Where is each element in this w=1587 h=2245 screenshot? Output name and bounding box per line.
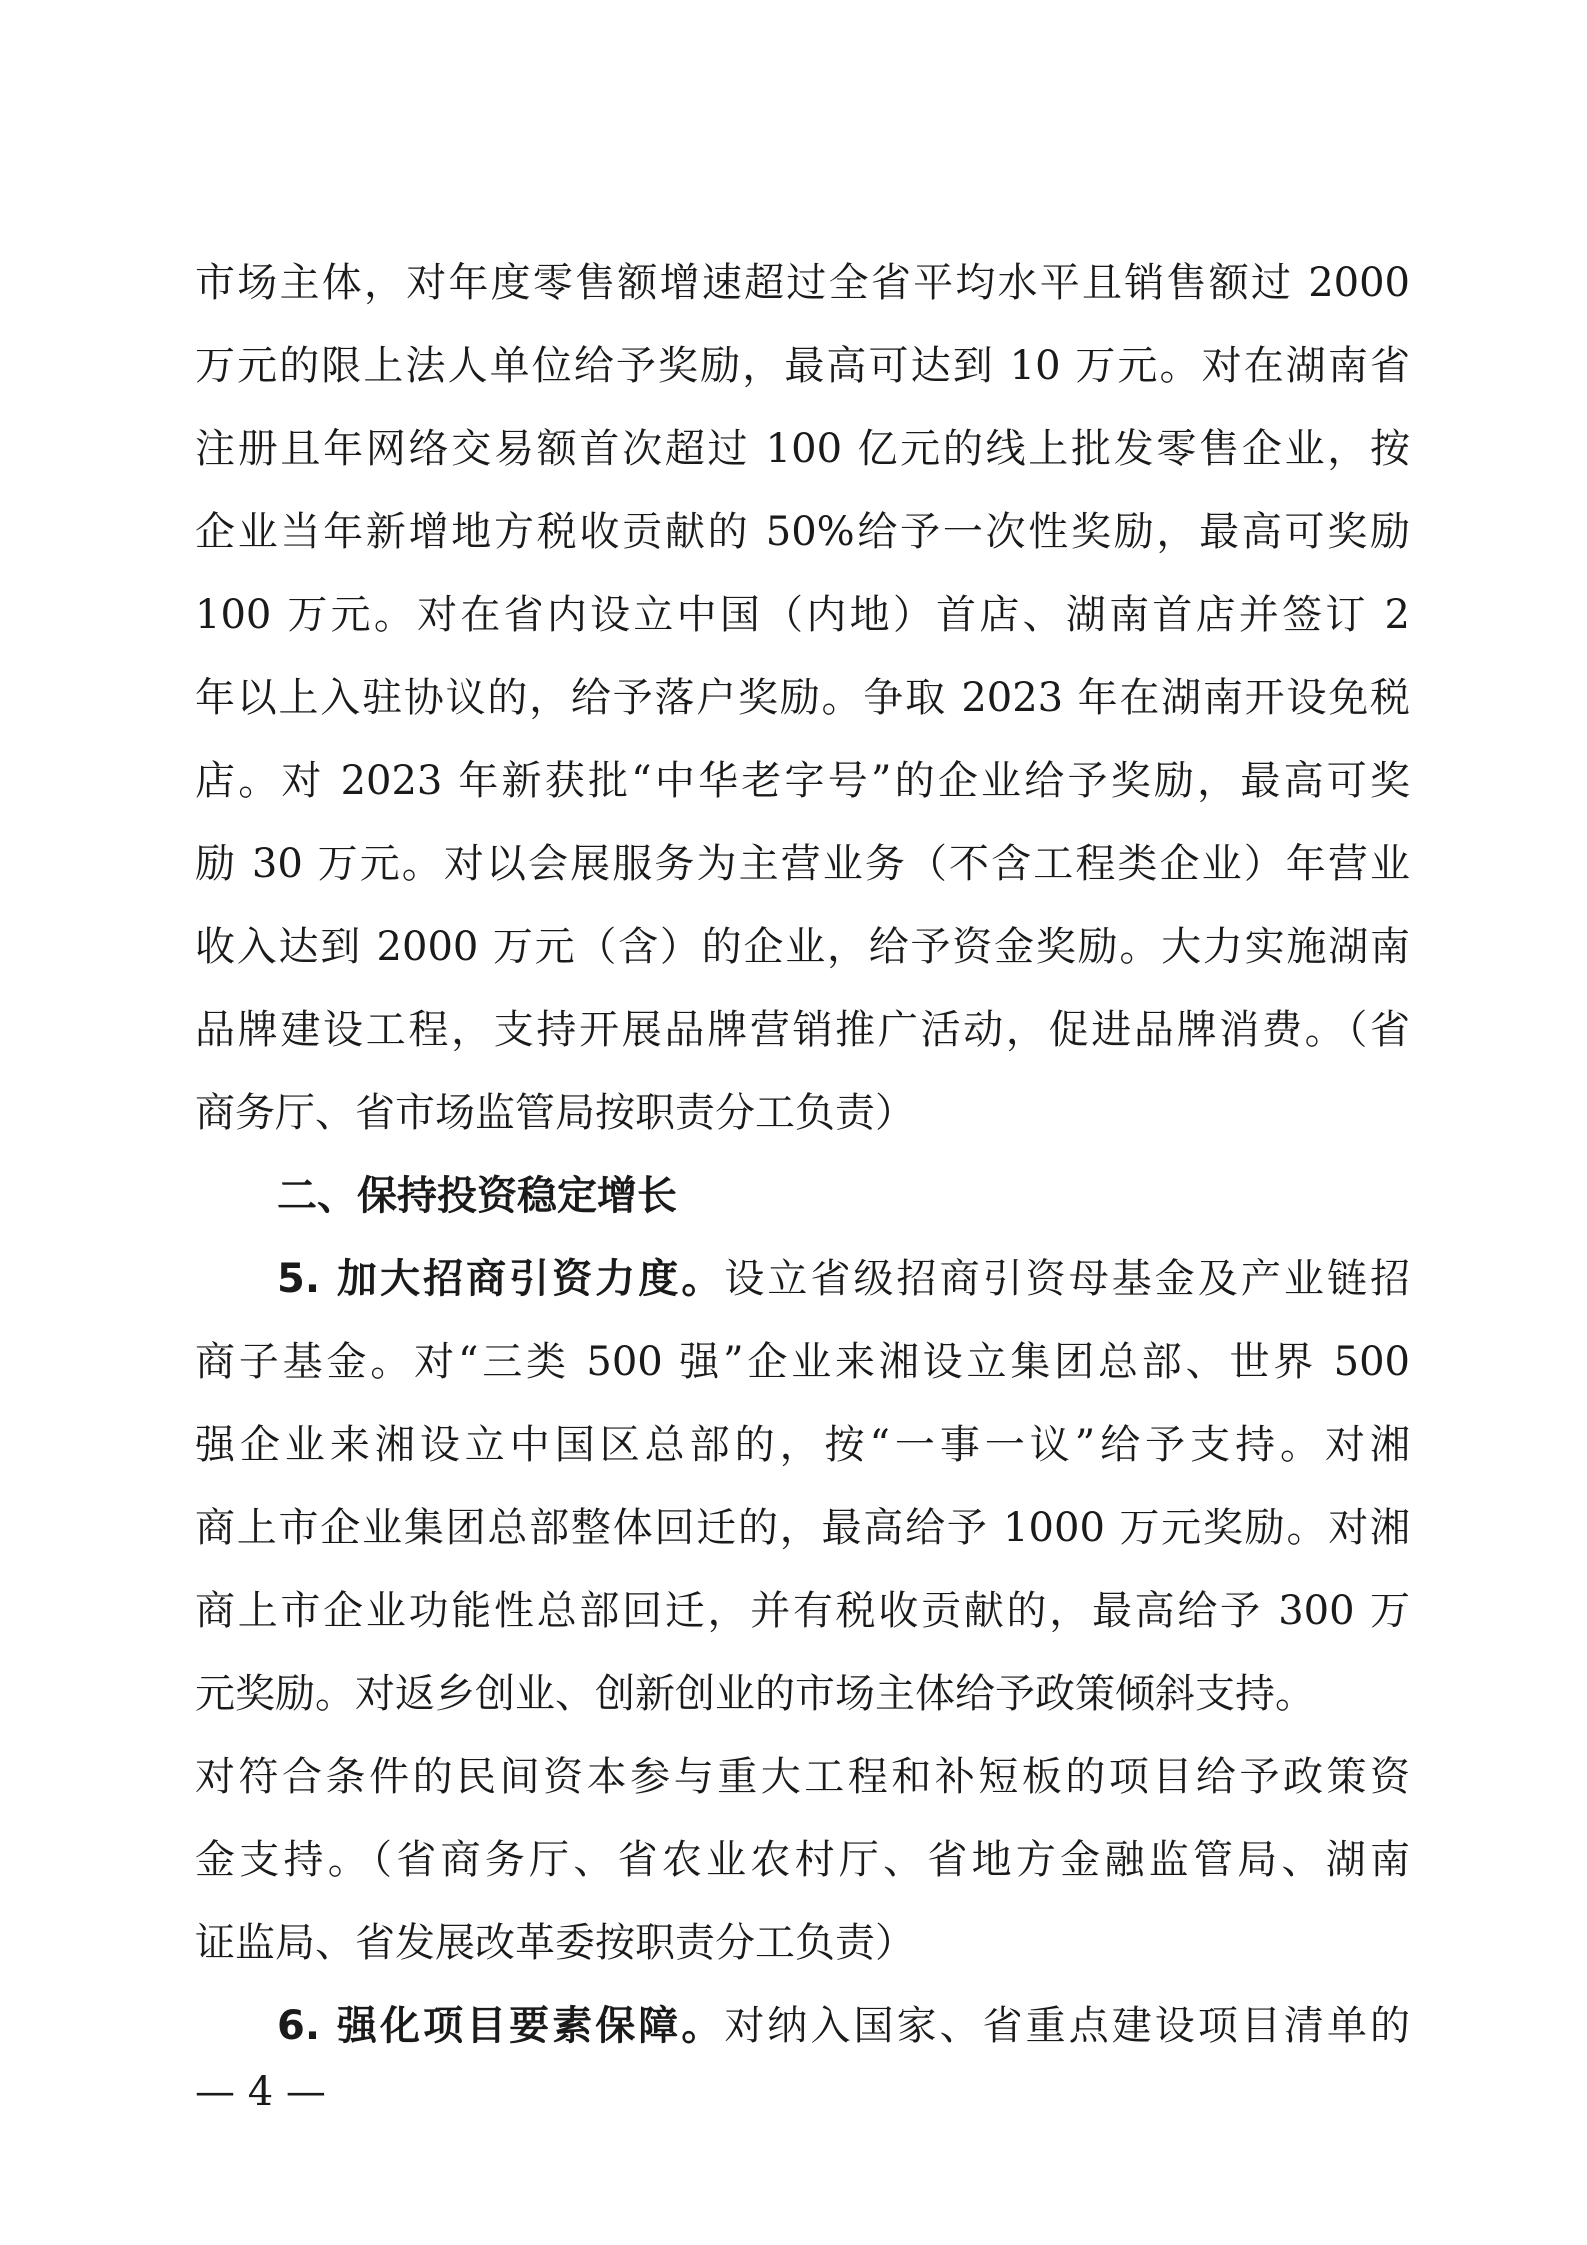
document-body: [195, 242, 1410, 2068]
paragraph-line: 100 万元。对在省内设立中国（内地）首店、湖南首店并签订 2: [195, 592, 1410, 638]
paragraph-line: 市场主体，对年度零售额增速超过全省平均水平且销售额过 2000: [195, 260, 1410, 306]
paragraph-line: 强企业来湘设立中国区总部的，按“一事一议”给予支持。对湘: [195, 1422, 1410, 1468]
paragraph-line: 证监局、省发展改革委按职责分工负责）: [195, 1920, 915, 1966]
paragraph-line: 年以上入驻协议的，给予落户奖励。争取 2023 年在湖南开设免税: [195, 675, 1410, 721]
paragraph-line: 元奖励。对返乡创业、创新创业的市场主体给予政策倾斜支持。: [195, 1671, 1315, 1717]
item-6-first-line: [195, 1985, 1410, 2068]
item-5-first-line: [195, 1238, 1410, 1321]
item-6-first-line-text: 对纳入国家、省重点建设项目清单的: [724, 2003, 1411, 2049]
paragraph-line: 企业当年新增地方税收贡献的 50%给予一次性奖励，最高可奖励: [195, 509, 1410, 555]
paragraph-line: 商务厅、省市场监管局按职责分工负责）: [195, 1090, 915, 1136]
paragraph-line: 万元的限上法人单位给予奖励，最高可达到 10 万元。对在湖南省: [195, 343, 1410, 389]
paragraph-line: 品牌建设工程，支持开展品牌营销推广活动，促进品牌消费。（省: [195, 1007, 1410, 1053]
item-5-title: 5. 加大招商引资力度。: [277, 1256, 725, 1302]
paragraph-line: 注册且年网络交易额首次超过 100 亿元的线上批发零售企业，按: [195, 426, 1410, 472]
paragraph-line: 商上市企业功能性总部回迁，并有税收贡献的，最高给予 300 万: [195, 1588, 1410, 1634]
section-heading: 二、保持投资稳定增长: [277, 1173, 677, 1219]
paragraph-line: 励 30 万元。对以会展服务为主营业务（不含工程类企业）年营业: [195, 841, 1410, 887]
item-6-title: 6. 强化项目要素保障。: [277, 2003, 725, 2049]
paragraph-line: 金支持。（省商务厅、省农业农村厅、省地方金融监管局、湖南: [195, 1837, 1410, 1883]
paragraph-line: 店。对 2023 年新获批“中华老字号”的企业给予奖励，最高可奖: [195, 758, 1410, 804]
paragraph-line: 收入达到 2000 万元（含）的企业，给予资金奖励。大力实施湖南: [195, 924, 1410, 970]
paragraph-line: 对符合条件的民间资本参与重大工程和补短板的项目给予政策资: [195, 1754, 1410, 1800]
paragraph-line: 商上市企业集团总部整体回迁的，最高给予 1000 万元奖励。对湘: [195, 1505, 1410, 1551]
paragraph-line: 商子基金。对“三类 500 强”企业来湘设立集团总部、世界 500: [195, 1339, 1410, 1385]
page-number: — 4 —: [195, 2069, 326, 2115]
item-5-first-line-text: 设立省级招商引资母基金及产业链招: [724, 1256, 1411, 1302]
